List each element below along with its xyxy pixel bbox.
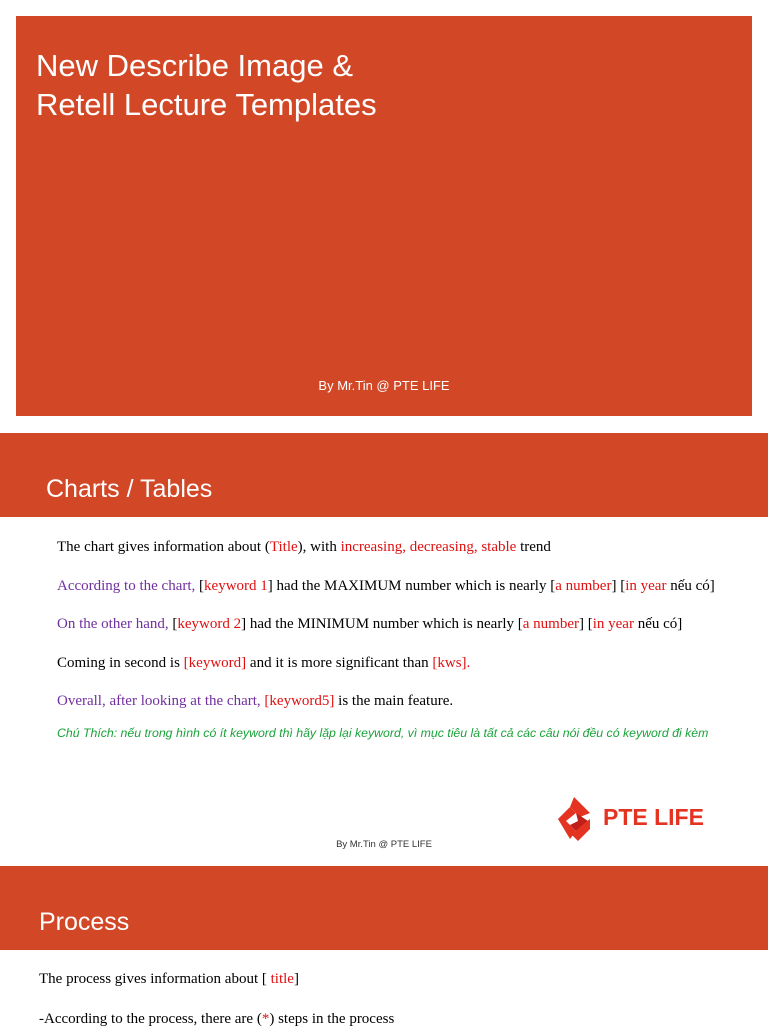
text: ), with [297, 539, 341, 555]
keyword: [kws]. [432, 654, 471, 671]
text: ] [ [578, 616, 593, 633]
keyword: [keyword] [183, 654, 247, 671]
template-lines [57, 533, 768, 726]
keyword: title [270, 971, 294, 987]
text: ] [293, 971, 299, 987]
template-line-1 [57, 533, 768, 572]
phrase: According to the chart, [57, 577, 200, 594]
text: ] [ [611, 577, 626, 594]
pte-life-logo [556, 795, 726, 845]
keyword: a number [555, 577, 612, 594]
keyword: [keyword5] [264, 693, 335, 710]
text: nếu có] [666, 577, 715, 594]
text: nếu có] [633, 616, 683, 633]
text: ] had the MAXIMUM number which is nearly [ [267, 577, 556, 594]
template-line-3 [57, 610, 768, 649]
text: The chart gives information about ( [57, 539, 270, 555]
slide-title [36, 46, 636, 124]
text: ) steps in the process [269, 1011, 395, 1027]
heading-band [0, 433, 768, 517]
keyword: a number [522, 616, 579, 633]
process-slide [0, 866, 768, 1027]
text: Coming in second is [57, 654, 184, 671]
slide-title-line-2: Retell Lecture Templates [36, 87, 377, 122]
slide-byline: By Mr.Tin @ PTE LIFE [318, 378, 450, 393]
slide-title-line-1: New Describe Image & [36, 48, 354, 83]
keyword: keyword 2 [177, 616, 242, 633]
slide-byline: By Mr.Tin @ PTE LIFE [336, 839, 432, 850]
text: -According to the process, there are ( [39, 1011, 262, 1027]
keyword: Title [269, 539, 298, 555]
text: trend [516, 539, 551, 555]
keyword: keyword 1 [204, 577, 268, 594]
keyword: increasing, decreasing, stable [340, 539, 517, 555]
text: and it is more significant than [246, 654, 433, 671]
template-line-5 [57, 687, 768, 726]
keyword: * [261, 1011, 270, 1027]
text: is the main feature. [334, 693, 454, 710]
pte-life-logo-icon [556, 795, 596, 845]
text: ] had the MINIMUM number which is nearly [ [241, 616, 523, 633]
template-line-2 [57, 572, 768, 611]
slide-heading: Process [39, 908, 130, 936]
process-line-2 [39, 1011, 394, 1028]
keyword: in year [592, 616, 634, 633]
phrase: On the other hand, [57, 616, 173, 633]
text: [ [172, 616, 178, 633]
phrase: Overall, after looking at the chart, [57, 693, 265, 710]
logo-text: PTE LIFE [603, 804, 704, 830]
heading-band [0, 866, 768, 950]
title-slide [16, 16, 752, 416]
charts-tables-slide [0, 433, 768, 853]
vietnamese-note: Chú Thích: nếu trong hình có ít keyword thì hãy lặp lại keyword, vì mục tiêu là tất cả các câu nói đều có keyword đi kèm [57, 726, 709, 740]
keyword: in year [625, 577, 667, 594]
slide-heading: Charts / Tables [46, 475, 213, 503]
process-line-1 [39, 971, 299, 988]
text: The process gives information about [ [39, 971, 271, 987]
template-line-4 [57, 649, 768, 688]
text: [ [199, 577, 205, 594]
